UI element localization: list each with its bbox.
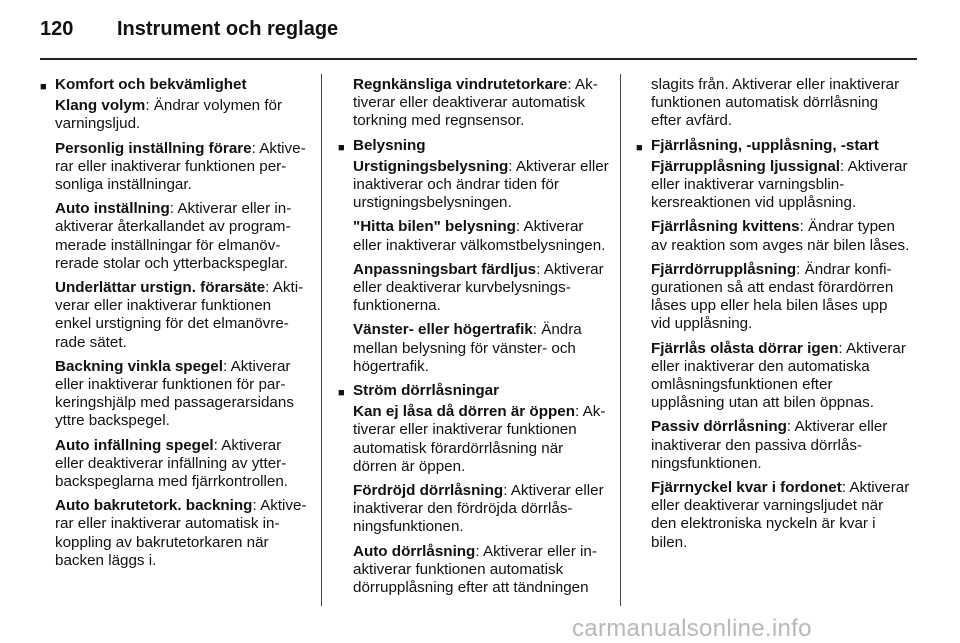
setting-description: : Aktiverar eller deaktiverar automatisk torkning med regnsensor. — [353, 76, 598, 130]
setting-term: Vänster- eller högertrafik — [353, 321, 533, 339]
setting-term: Fjärrnyckel kvar i fordonet — [651, 479, 842, 497]
setting-item — [353, 321, 610, 376]
setting-description: : Aktiverar eller inaktiverar den automatiska omlåsningsfunktionen efter upplåsning utan att bilen öppnas. — [651, 339, 906, 412]
setting-description: : Ändra mellan belysning för vänster- och högertrafik. — [353, 321, 582, 375]
section-title: Ström dörrlåsningar — [353, 382, 499, 400]
setting-description: : Aktiverar eller inaktiverar återkallandet av programmerade inställningar för elmanövrerade stolar och ytterbackspeglar. — [55, 200, 292, 272]
setting-term: Personlig inställning förare — [55, 139, 252, 157]
setting-item — [55, 279, 308, 352]
setting-term: Kan ej låsa då dörren är öppen — [353, 403, 575, 421]
watermark-text: carmanualsonline.info — [572, 615, 812, 642]
column-divider-2 — [620, 74, 621, 606]
setting-description: : Aktiverar eller inaktiverar den fördröjda dörrlåsningsfunktionen. — [353, 482, 604, 536]
setting-term: Fjärrlåsning kvittens — [651, 218, 800, 236]
setting-term: Klang volym — [55, 97, 146, 115]
column-3 — [636, 76, 910, 558]
setting-description: : Aktiverar eller inaktiverar och ändrar tiden för urstigningsbelysningen. — [353, 157, 609, 212]
section-komfort — [40, 76, 308, 570]
setting-item — [353, 543, 610, 598]
section-fjarrlasning — [636, 137, 910, 552]
setting-description: : Aktiverar eller inaktiverar funktionen automatisk förardörrlåsning när dörren är öppen. — [353, 403, 606, 475]
setting-description: : Aktiverar eller deaktiverar infällning av ytterbackspeglarna med fjärrkontrollen. — [55, 436, 288, 491]
setting-description: : Ändrar typen av reaktion som avges när bilen låses. — [651, 218, 910, 254]
setting-item — [651, 340, 910, 413]
setting-term: Passiv dörrlåsning — [651, 418, 787, 436]
setting-term: Backning vinkla spegel — [55, 357, 223, 375]
setting-term: Auto dörrlåsning — [353, 542, 476, 560]
setting-item — [651, 479, 910, 552]
continued-text: slagits från. Aktiverar eller inaktiverar funktionen automatisk dörrlåsning efter avfärd. — [651, 76, 900, 130]
page-title: Instrument och reglage — [117, 18, 339, 40]
setting-item — [651, 418, 910, 473]
setting-term: Auto infällning spegel — [55, 436, 214, 454]
setting-item — [651, 261, 910, 334]
setting-description: : Aktiverar eller deaktiverar kurvbelysningsfunktionerna. — [353, 260, 604, 315]
setting-term: Underlättar urstign. förarsäte — [55, 279, 266, 297]
setting-description: : Aktiverar eller deaktiverar varningsljudet när den elektroniska nyckeln är kvar i bilen. — [651, 479, 910, 551]
setting-item — [55, 140, 308, 195]
setting-term: Fjärrupplåsning ljussignal — [651, 157, 841, 175]
page-header — [0, 0, 960, 60]
page-number: 120 — [40, 18, 74, 40]
setting-description: : Aktiverar eller inaktiverar funktionen personliga inställningar. — [55, 139, 306, 194]
setting-term: Fjärrlås olåsta dörrar igen — [651, 339, 839, 357]
setting-item — [55, 497, 308, 570]
setting-description: : Aktiverar eller inaktiverar automatisk inkoppling av bakrutetorkaren när backen läggs i. — [55, 497, 307, 569]
setting-term: Regnkänsliga vindrutetorkare — [353, 76, 568, 93]
setting-term: Urstigningsbelysning — [353, 157, 509, 175]
setting-term: Fördröjd dörrlåsning — [353, 482, 504, 500]
setting-term: Anpassningsbart färdljus — [353, 260, 537, 278]
setting-item — [651, 158, 910, 213]
section-belysning — [338, 137, 610, 376]
setting-description: : Aktiverar eller inaktiverar funktionen enkel urstigning för det elmanövrerade sätet. — [55, 279, 304, 351]
setting-description: : Aktiverar eller inaktiverar den passiva dörrlåsningsfunktionen. — [651, 418, 888, 472]
setting-item — [55, 200, 308, 273]
setting-item — [353, 158, 610, 213]
setting-item — [55, 358, 308, 431]
setting-term: Auto bakrutetork. backning — [55, 497, 253, 515]
column-divider-1 — [321, 74, 322, 606]
bullet-icon: ■ — [40, 81, 47, 93]
column-2 — [338, 76, 610, 603]
setting-item — [353, 482, 610, 537]
setting-description: : Aktiverar eller inaktiverar funktionen automatisk dörrupplåsning efter att tändningen — [353, 542, 597, 597]
setting-item — [353, 261, 610, 316]
setting-term: Fjärrdörrupplåsning — [651, 260, 797, 278]
bullet-icon: ■ — [636, 141, 643, 154]
section-title: Komfort och bekvämlighet — [55, 76, 247, 93]
setting-item — [353, 76, 610, 131]
bullet-icon: ■ — [338, 141, 345, 154]
setting-term: Auto inställning — [55, 200, 170, 218]
section-strom-dorrlasningar — [338, 382, 610, 597]
setting-item — [353, 403, 610, 476]
setting-description: : Ändrar volymen för varningsljud. — [55, 97, 283, 133]
setting-item — [55, 437, 308, 492]
setting-description: : Ändrar konfigurationen så att endast förardörren låses upp eller hela bilen låses upp vid upplåsning. — [651, 260, 894, 333]
setting-item — [55, 97, 308, 133]
setting-description: : Aktiverar eller inaktiverar välkomstbelysningen. — [353, 218, 606, 254]
setting-description: : Aktiverar eller inaktiverar funktionen för parkeringshjälp med passagerarsidans yttre backspegel. — [55, 357, 294, 430]
setting-description: : Aktiverar eller inaktiverar varningsblinkersreaktionen vid upplåsning. — [651, 157, 908, 212]
setting-item — [353, 218, 610, 254]
setting-term: "Hitta bilen" belysning — [353, 218, 516, 236]
header-rule — [40, 58, 917, 60]
section-title: Belysning — [353, 136, 426, 154]
column-1 — [40, 76, 308, 576]
bullet-icon: ■ — [338, 387, 345, 400]
section-title: Fjärrlåsning, -upplåsning, -start — [651, 136, 879, 154]
setting-item — [651, 218, 910, 254]
